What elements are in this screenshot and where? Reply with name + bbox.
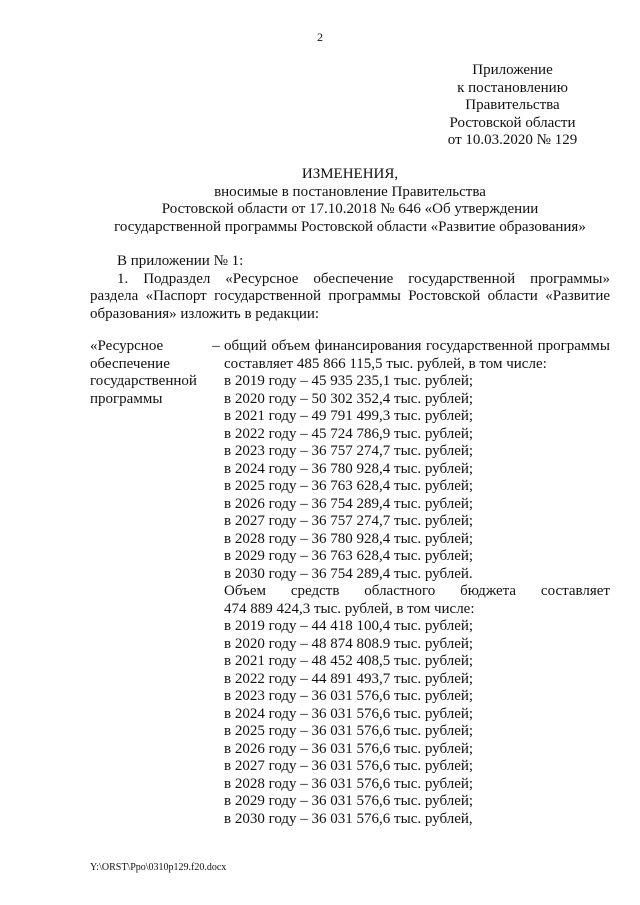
right-cell-line: 474 889 424,3 тыс. рублей, в том числе: — [224, 600, 475, 617]
item-line: образования» изложить в редакции: — [90, 305, 320, 322]
year-line: в 2022 году – 45 724 786,9 тыс. рублей; — [224, 425, 474, 442]
title-line: вносимые в постановление Правительства — [214, 183, 486, 200]
year-line: в 2020 году – 48 874 808.9 тыс. рублей; — [224, 635, 474, 652]
year-line: в 2027 году – 36 757 274,7 тыс. рублей; — [224, 513, 474, 529]
year-line: в 2029 году – 36 763 628,4 тыс. рублей; — [224, 548, 474, 564]
year-line: в 2030 году – 36 031 576,6 тыс. рублей, — [224, 810, 473, 827]
year-line: в 2023 году – 36 031 576,6 тыс. рублей; — [224, 688, 474, 704]
year-line: в 2024 году – 36 780 928,4 тыс. рублей; — [224, 460, 474, 477]
appendix-line: Приложение — [472, 62, 553, 78]
left-cell-line: программы — [90, 390, 163, 407]
table-left-column — [90, 338, 208, 408]
appendix-line: к постановлению — [457, 79, 568, 96]
title-line: Ростовской области от 17.10.2018 № 646 «Об утверждении — [161, 201, 539, 217]
year-line: в 2023 году – 36 757 274,7 тыс. рублей; — [224, 443, 474, 459]
appendix-line: Правительства — [465, 97, 560, 113]
year-line: в 2026 году – 36 031 576,6 тыс. рублей; — [224, 740, 474, 757]
intro-text — [90, 253, 610, 323]
left-cell-line: государственной — [90, 373, 197, 389]
year-line: в 2028 году – 36 780 928,4 тыс. рублей; — [224, 530, 474, 547]
year-line: в 2027 году – 36 031 576,6 тыс. рублей; — [224, 758, 474, 774]
year-line: в 2029 году – 36 031 576,6 тыс. рублей; — [224, 793, 474, 809]
year-line: в 2021 году – 48 452 408,5 тыс. рублей; — [224, 653, 474, 669]
title-line: государственной программы Ростовской области «Развитие образования» — [114, 218, 586, 235]
right-cell-line: составляет 485 866 115,5 тыс. рублей, в том числе: — [224, 355, 547, 372]
table-right-column — [224, 338, 610, 828]
year-line: в 2020 году – 50 302 352,4 тыс. рублей; — [224, 390, 474, 407]
item-line: 1. Подраздел «Ресурсное обеспечение государственной программы» — [117, 270, 610, 287]
title-heading: ИЗМЕНЕНИЯ, — [301, 166, 399, 182]
year-line: в 2028 году – 36 031 576,6 тыс. рублей; — [224, 775, 474, 792]
right-cell-line: общий объем финансирования государственной программы — [224, 338, 610, 354]
year-line: в 2021 году – 49 791 499,3 тыс. рублей; — [224, 408, 474, 424]
item-line: раздела «Паспорт государственной программы Ростовской области «Развитие — [90, 288, 610, 304]
right-cell-line: Объем средств областного бюджета составляет — [224, 583, 610, 599]
year-line: в 2025 году – 36 763 628,4 тыс. рублей; — [224, 478, 474, 494]
intro-line: В приложении № 1: — [117, 253, 244, 269]
year-line: в 2022 году – 44 891 493,7 тыс. рублей; — [224, 670, 474, 687]
appendix-line: Ростовской области — [449, 114, 576, 131]
left-cell-line: «Ресурсное — [90, 338, 164, 354]
table-dash: – — [212, 338, 220, 354]
year-line: в 2026 году – 36 754 289,4 тыс. рублей; — [224, 495, 474, 512]
file-path-footer: Y:\ORST\Ppo\0310p129.f20.docx — [90, 862, 227, 873]
document-title — [90, 166, 610, 236]
year-line: в 2025 году – 36 031 576,6 тыс. рублей; — [224, 723, 474, 739]
year-line: в 2024 году – 36 031 576,6 тыс. рублей; — [224, 705, 474, 722]
year-line: в 2019 году – 45 935 235,1 тыс. рублей; — [224, 373, 474, 389]
appendix-block — [430, 62, 595, 150]
year-line: в 2030 году – 36 754 289,4 тыс. рублей. — [224, 565, 473, 582]
appendix-line: от 10.03.2020 № 129 — [447, 132, 578, 148]
left-cell-line: обеспечение — [90, 355, 170, 372]
page-number: 2 — [317, 30, 323, 44]
year-line: в 2019 году – 44 418 100,4 тыс. рублей; — [224, 618, 474, 634]
